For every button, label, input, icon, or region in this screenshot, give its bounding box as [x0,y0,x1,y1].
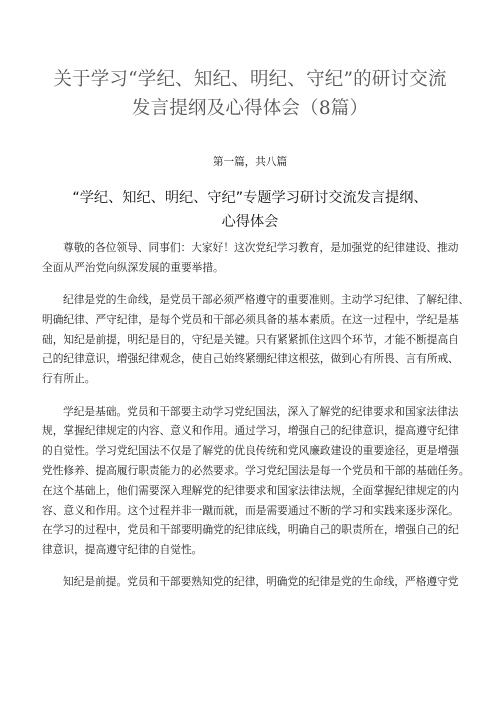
paragraph [42,572,466,592]
text-line: 在这个基础上，他们需要深入理解党的纪律要求和国家法律法规，全面掌握纪律规定的内 [42,483,459,497]
document-title-line: 关于学习“学纪、知纪、明纪、守纪”的研讨交流 [53,69,447,90]
text-line: 律意识，提高遵守纪律的自觉性。 [42,543,203,557]
part-label: 第一篇，共八篇 [212,156,288,168]
text-line: 尊敬的各位领导、同事们：大家好！这次党纪学习教育，是加强党的纪律建设、推动 [63,241,459,254]
text-line: 明确纪律、严守纪律，是每个党员和干部必须具备的基本素质。在这一过程中，学纪是基 [42,312,459,326]
section-title-line: “学纪、知纪、明纪、守纪”专题学习研讨交流发言提纲、 [72,190,428,206]
body-text [42,238,470,605]
text-line: 己的纪律意识，增强纪律观念，使自己始终紧绷纪律这根弦，做到心有所畏、言有所戒、 [42,352,459,366]
text-line: 纪律是党的生命线，是党员干部必须严格遵守的重要准则。主动学习纪律、了解纪律、 [63,293,470,307]
text-line: 规，掌握纪律规定的内容、意义和作用。通过学习，增强自己的纪律意识，提高遵守纪律 [42,424,459,438]
text-line: 行有所止。 [42,372,96,386]
text-line: 础，知纪是前提，明纪是目的，守纪是关键。只有紧紧抓住这四个环节，才能不断提高自 [42,332,459,346]
paragraph [42,238,466,278]
text-line: 的自觉性。学习党纪国法不仅是了解党的优良传统和党风廉政建设的重要途径，更是增强 [42,444,459,458]
paragraph [42,290,470,389]
text-line: 在学习的过程中，党员和干部要明确党的纪律底线，明确自己的职责所在，增强自己的纪 [42,523,459,537]
paragraph [42,402,470,560]
document-title [40,65,460,123]
text-line: 全面从严治党向纵深发展的重要举措。 [42,260,224,274]
text-line: 党性修养、提高履行职责能力的必然要求。学习党纪国法是每一个党员和干部的基础任务。 [42,463,470,477]
document-title-line: 发言提纲及心得体会（8篇） [131,98,369,119]
section-title [40,186,460,234]
text-line: 知纪是前提。党员和干部要熟知党的纪律，明确党的纪律是党的生命线，严格遵守党 [63,575,459,589]
text-line: 容、意义和作用。这个过程并非一蹴而就，而是需要通过不断的学习和实践来逐步深化。 [42,503,459,517]
section-title-line: 心得体会 [221,214,279,230]
text-line: 学纪是基础。党员和干部要主动学习党纪国法，深入了解党的纪律要求和国家法律法 [63,404,459,418]
